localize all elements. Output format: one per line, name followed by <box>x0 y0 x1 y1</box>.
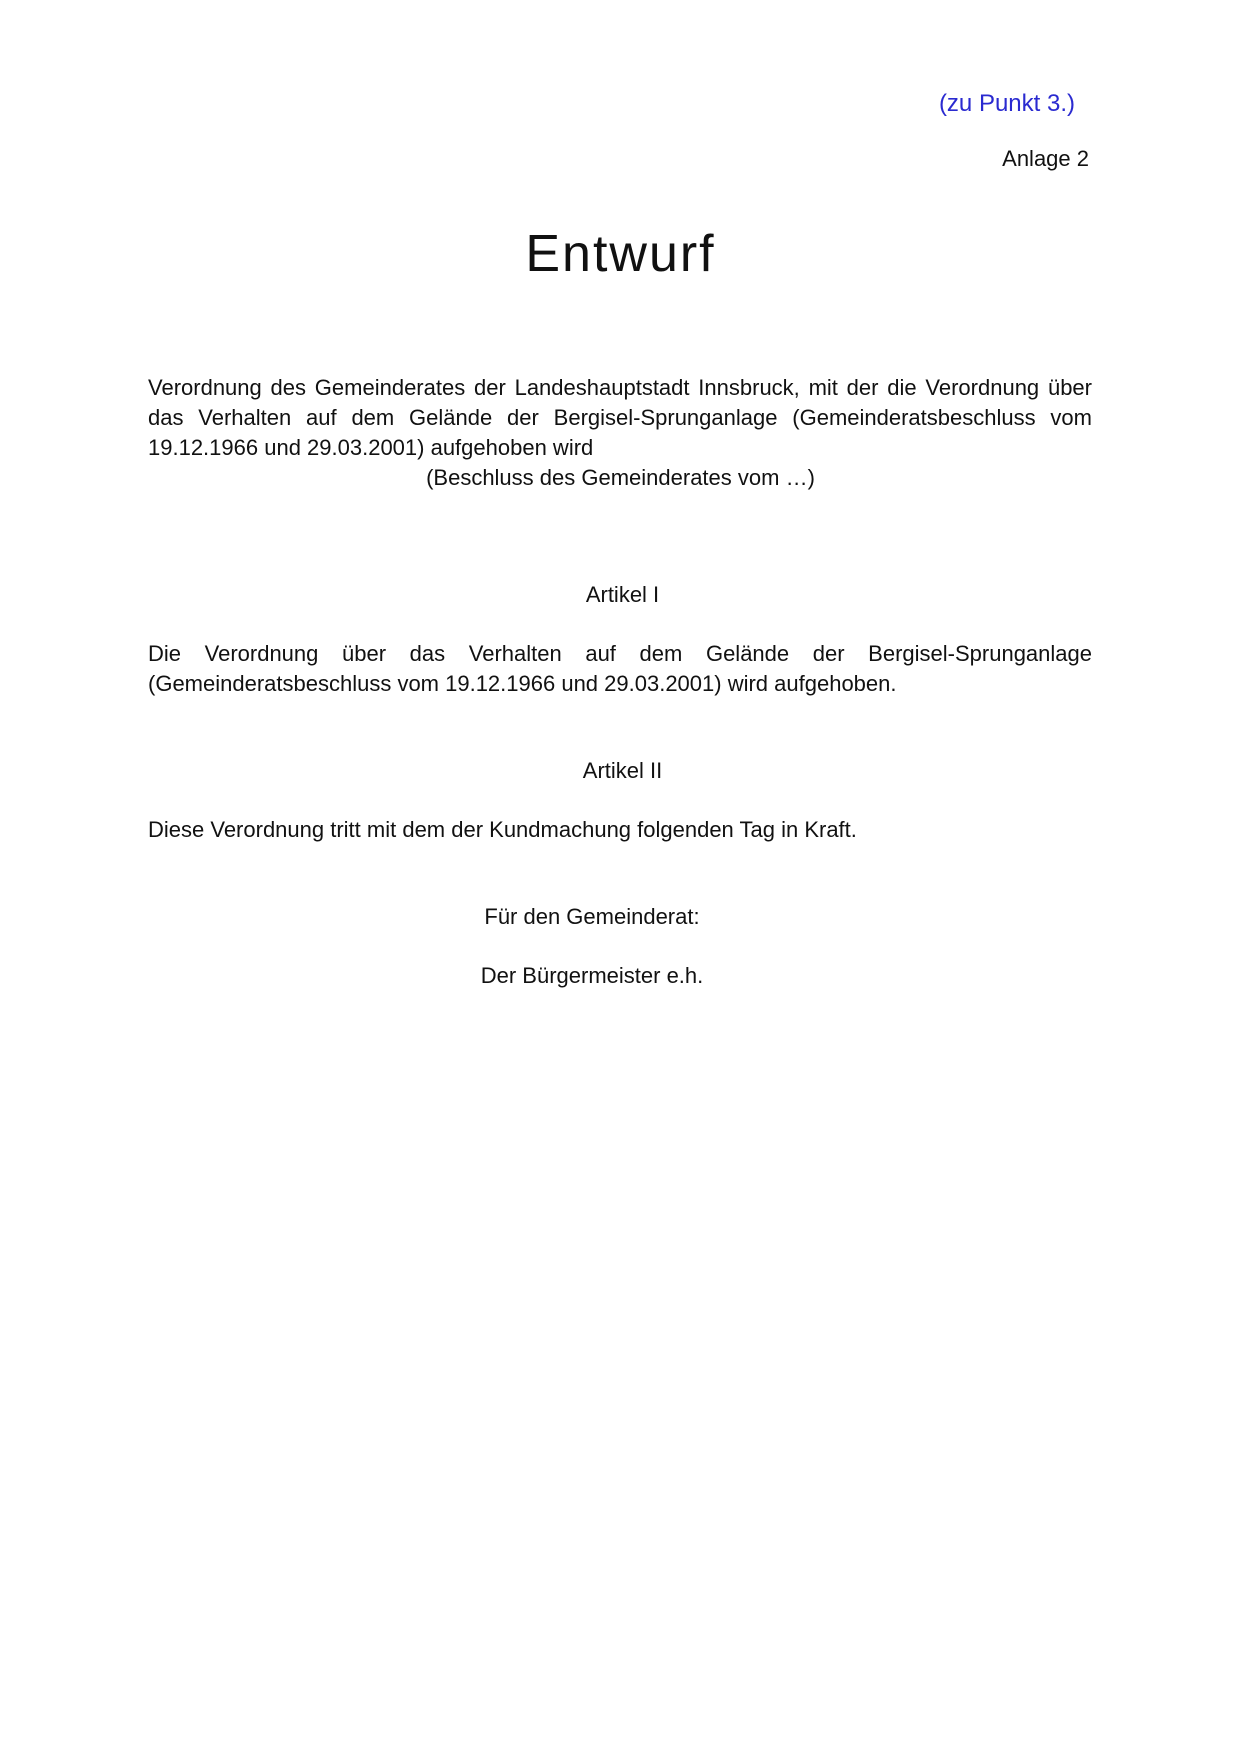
signature-for-council: Für den Gemeinderat: <box>484 904 700 929</box>
article-1-body: Die Verordnung über das Verhalten auf dem Gelände der Bergisel-Sprunganlage (Gemeinderatsbeschluss vom 19.12.1966 und 29.03.2001) wird aufgehoben. <box>148 641 1092 696</box>
ordinance-intro: Verordnung des Gemeinderates der Landeshauptstadt Innsbruck, mit der die Verordnung über das Verhalten auf dem Gelände der Bergisel-Sprunganlage (Gemeinderatsbeschluss vom 19.12.1966 und 29.03.2001) aufgehoben wird <box>148 375 1092 460</box>
attachment-label: Anlage 2 <box>1002 146 1089 171</box>
agenda-reference: (zu Punkt 3.) <box>938 90 1075 117</box>
article-1-heading: Artikel I <box>585 582 660 607</box>
resolution-note: (Beschluss des Gemeinderates vom …) <box>426 465 815 490</box>
signature-mayor: Der Bürgermeister e.h. <box>480 963 704 988</box>
document-title: Entwurf <box>525 225 716 283</box>
article-2-body: Diese Verordnung tritt mit dem der Kundmachung folgenden Tag in Kraft. <box>148 817 857 842</box>
article-2-heading: Artikel II <box>582 758 663 783</box>
